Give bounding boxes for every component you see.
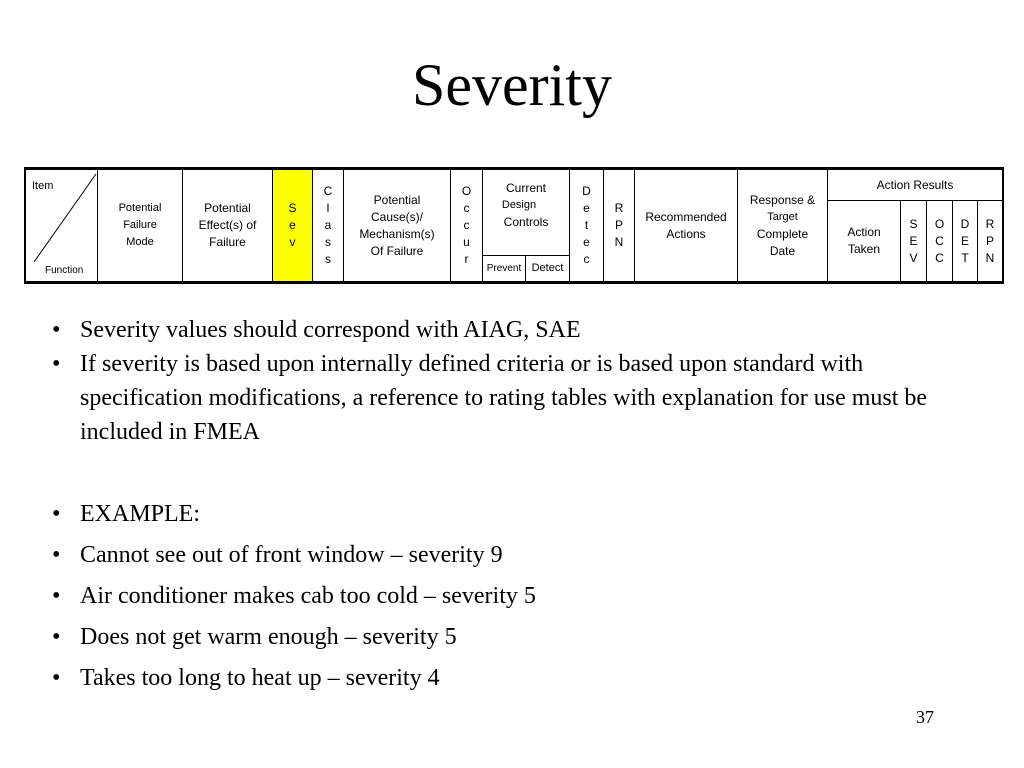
controls-header: Current Design Controls [501,181,549,229]
bullet-item: • If severity is based upon internally defined criteria or is based upon standard with specification modifications, a reference to rating tables with explanation for use must be included in FMEA [50,347,950,449]
result-rpn-header: R P N [985,216,995,265]
response-date-header: Response & Target Complete Date [749,192,816,258]
fmea-header-table [24,167,1004,284]
bullet-list [50,313,950,695]
page-number: 37 [916,707,934,727]
result-sev-header: S E V [909,216,918,265]
rpn-header: R P N [614,201,624,249]
occur-header: O c c u r [461,184,472,266]
sev-header: S e v [288,201,297,249]
detect-header: Detect [531,262,564,274]
prevent-header: Prevent [486,263,522,274]
failure-mode-header: Potential Failure Mode [118,202,162,248]
item-label: Item [32,180,54,192]
recommended-actions-header: Recommended Actions [645,209,727,241]
bullet-item: • EXAMPLE: [50,497,950,531]
result-det-header: D E T [960,216,970,265]
result-occ-header: O C C [934,216,945,265]
slide-title: Severity [412,52,612,118]
bullet-item: • Cannot see out of front window – severity 9 [50,538,950,572]
causes-header: Potential Cause(s)/ Mechanism(s) Of Failure [359,192,435,258]
bullet-item: • Air conditioner makes cab too cold – severity 5 [50,579,950,613]
function-label: Function [45,265,84,276]
bullet-item: • Severity values should correspond with AIAG, SAE [50,313,950,347]
class-header: C l a s s [323,184,333,266]
bullet-item: • Takes too long to heat up – severity 4 [50,661,950,695]
action-results-header: Action Results [876,177,954,192]
effects-header: Potential Effect(s) of Failure [198,201,257,249]
action-taken-header: Action Taken [847,225,881,256]
detec-header: D e t e c [582,184,591,266]
bullet-item: • Does not get warm enough – severity 5 [50,620,950,654]
